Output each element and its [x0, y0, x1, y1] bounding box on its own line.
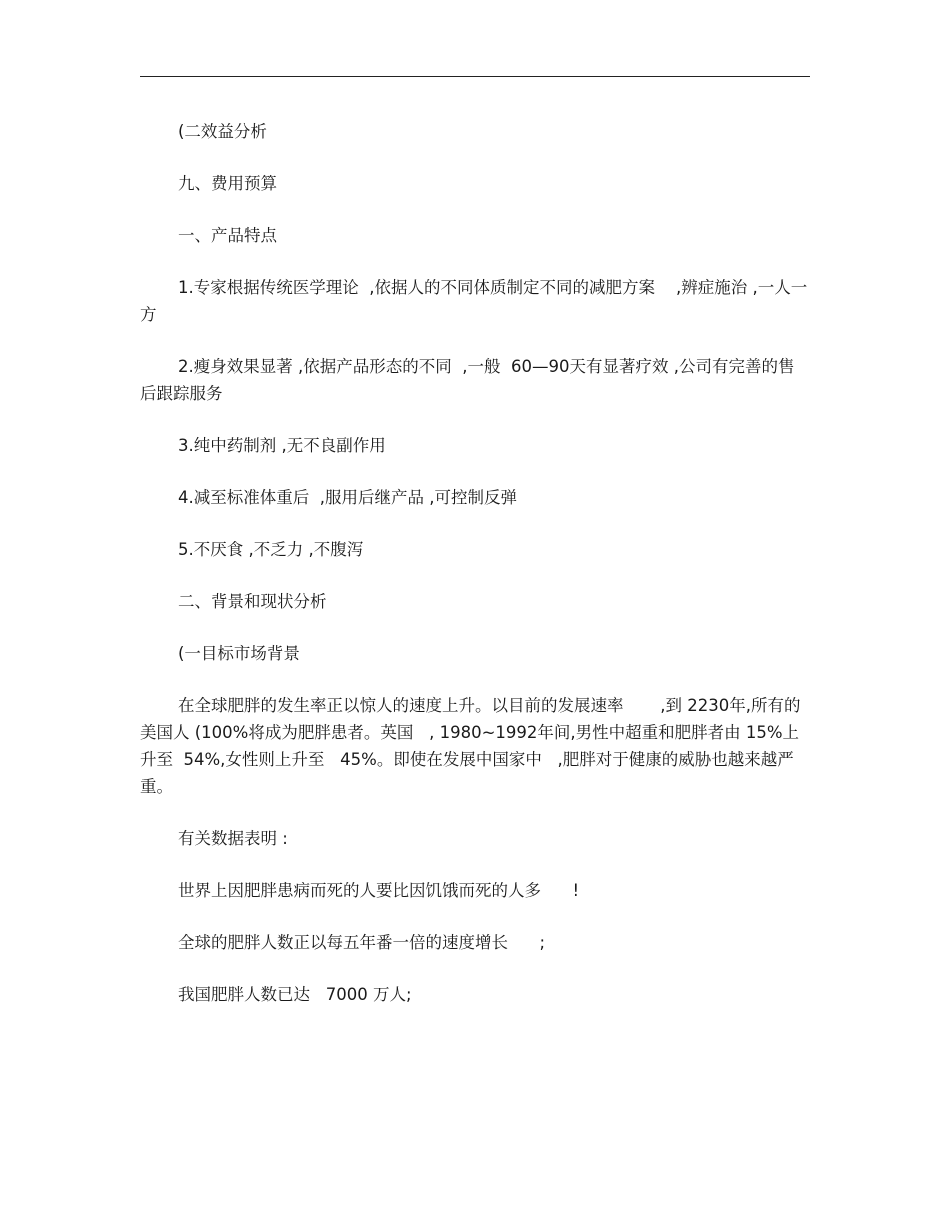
subheading-benefit-analysis: (二效益分析	[178, 122, 267, 141]
heading-budget: 九、费用预算	[178, 174, 277, 193]
feature-item-3: 3.纯中药制剂 ,无不良副作用	[178, 436, 386, 455]
heading-product-features: 一、产品特点	[178, 226, 277, 245]
data-point-3: 我国肥胖人数已达 7000 万人;	[178, 985, 412, 1004]
data-point-2: 全球的肥胖人数正以每五年番一倍的速度增长 ;	[178, 933, 546, 952]
feature-item-1: 1.专家根据传统医学理论 ,依据人的不同体质制定不同的减肥方案 ,辨症施治 ,一人一方	[140, 278, 808, 324]
heading-background-analysis: 二、背景和现状分析	[178, 592, 327, 611]
body-paragraph-obesity-trend: 在全球肥胖的发生率正以惊人的速度上升。以目前的发展速率 ,到 2230年,所有的美国人 (100%将成为肥胖患者。英国 , 1980~1992年间,男性中超重和肥胖者由 15%上升至 54%,女性则上升至 45%。即使在发展中国家中 ,肥胖对于健康的威胁也越来越严重。	[140, 696, 801, 796]
subheading-target-market: (一目标市场背景	[178, 644, 300, 663]
feature-item-4: 4.减至标准体重后 ,服用后继产品 ,可控制反弹	[178, 488, 517, 507]
feature-item-5: 5.不厌食 ,不乏力 ,不腹泻	[178, 540, 364, 559]
document-body	[140, 118, 810, 1008]
header-rule	[140, 76, 810, 77]
data-intro: 有关数据表明 :	[178, 829, 288, 848]
feature-item-2: 2.瘦身效果显著 ,依据产品形态的不同 ,一般 60—90天有显著疗效 ,公司有完善的售后跟踪服务	[140, 357, 795, 403]
data-point-1: 世界上因肥胖患病而死的人要比因饥饿而死的人多 !	[178, 881, 580, 900]
